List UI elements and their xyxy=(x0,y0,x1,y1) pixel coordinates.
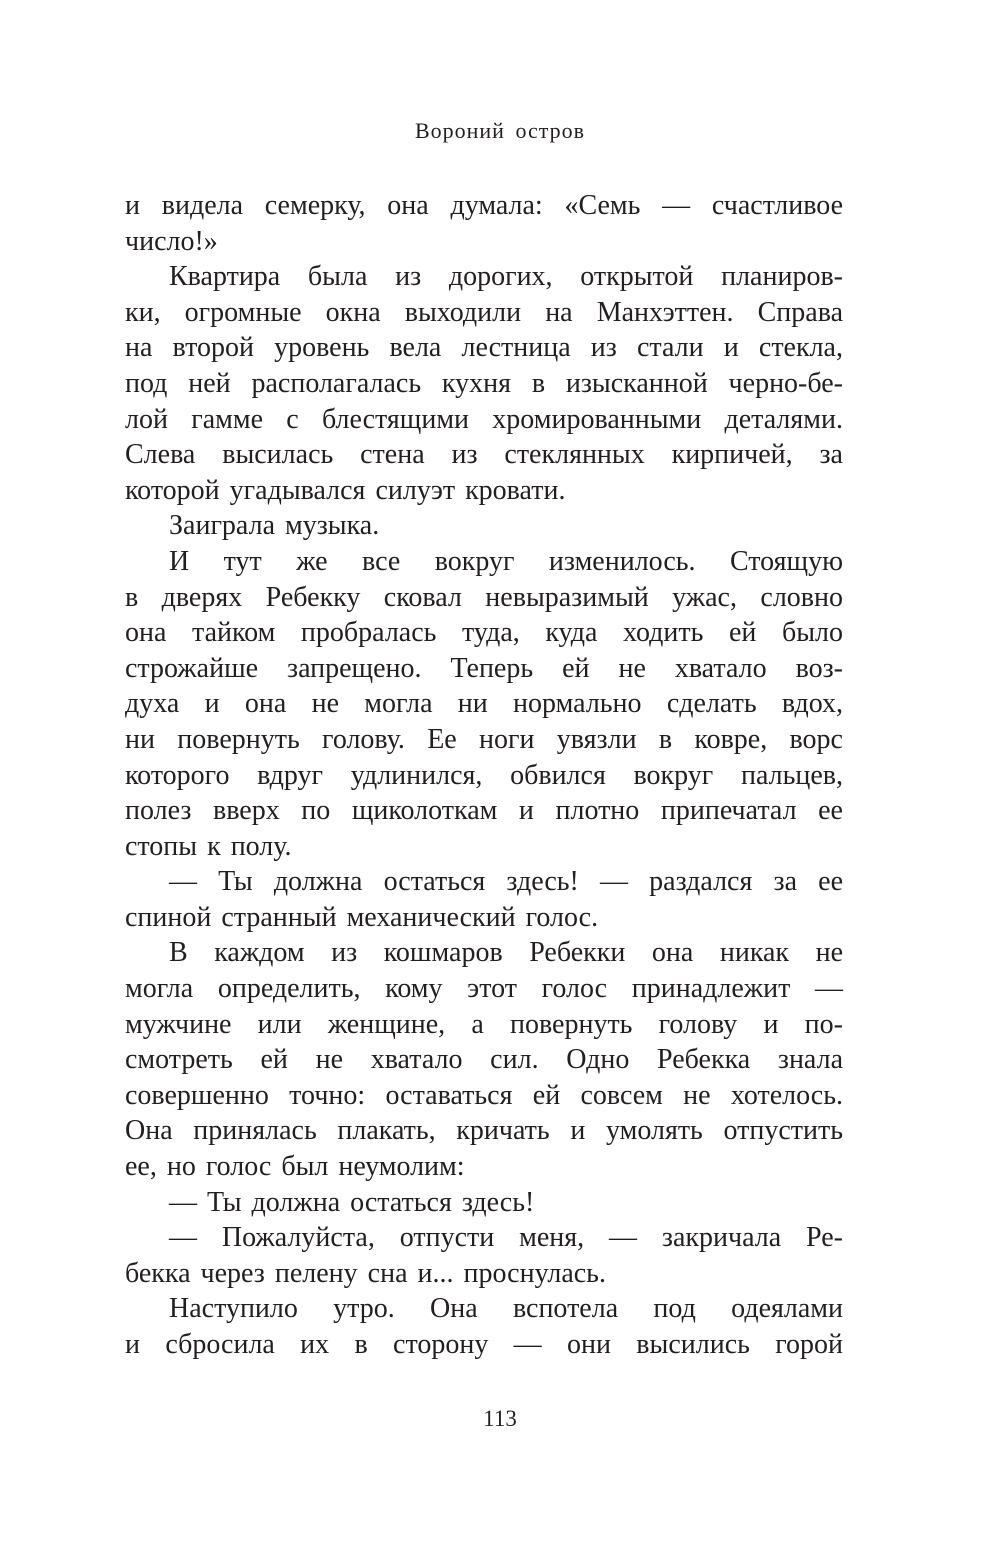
text-line: — Ты должна остаться здесь! xyxy=(169,1186,535,1218)
text-line: Наступило утро. Она вспотела под одеялами xyxy=(169,1293,843,1325)
text-line: которого вдруг удлинился, обвился вокруг пальцев, xyxy=(125,759,843,791)
text-line: И тут же все вокруг изменилось. Стоящую xyxy=(169,545,843,577)
text-line: Заиграла музыка. xyxy=(169,510,380,542)
text-line: могла определить, кому этот голос принадлежит — xyxy=(125,973,843,1005)
text-line: мужчине или женщине, а повернуть голову и по- xyxy=(125,1008,843,1040)
text-line: бекка через пелену сна и... проснулась. xyxy=(125,1257,606,1289)
text-line: она тайком пробралась туда, куда ходить ей было xyxy=(125,617,843,649)
text-line: под ней располагалась кухня в изысканной черно-бе- xyxy=(125,367,843,399)
text-line: совершенно точно: оставаться ей совсем не хотелось. xyxy=(125,1079,843,1111)
text-line: стопы к полу. xyxy=(125,830,292,862)
text-line: ки, огромные окна выходили на Манхэттен. Справа xyxy=(125,296,843,328)
text-line: Слева высилась стена из стеклянных кирпичей, за xyxy=(125,439,843,471)
text-line: спиной странный механический голос. xyxy=(125,901,599,933)
text-line: и видела семерку, она думала: «Семь — счастливое xyxy=(125,190,843,221)
text-line: строжайше запрещено. Теперь ей не хватало воз- xyxy=(125,652,843,684)
text-line: полез вверх по щиколоткам и плотно припечатал ее xyxy=(125,795,843,827)
text-line: В каждом из кошмаров Ребекки она никак не xyxy=(169,937,843,969)
body-text xyxy=(125,188,843,1363)
text-line: — Пожалуйста, отпусти меня, — закричала Ре- xyxy=(169,1222,843,1254)
text-line: — Ты должна остаться здесь! — раздался за ее xyxy=(169,866,843,898)
text-line: смотреть ей не хватало сил. Одно Ребекка знала xyxy=(125,1044,843,1076)
text-line: духа и она не могла ни нормально сделать вдох, xyxy=(125,688,843,720)
running-title: Вороний остров xyxy=(414,118,586,143)
text-line: число!» xyxy=(125,225,218,257)
text-line: лой гамме с блестящими хромированными деталями. xyxy=(125,403,843,435)
page-number: 113 xyxy=(483,1406,517,1431)
text-line: Квартира была из дорогих, открытой планиров- xyxy=(169,261,843,293)
text-line: и сбросила их в сторону — они высились горой xyxy=(125,1329,843,1360)
text-line: ни повернуть голову. Ее ноги увязли в ковре, ворс xyxy=(125,723,843,755)
text-line: в дверях Ребекку сковал невыразимый ужас, словно xyxy=(125,581,843,613)
text-line: ее, но голос был неумолим: xyxy=(125,1151,465,1183)
text-line: Она принялась плакать, кричать и умолять отпустить xyxy=(125,1115,843,1147)
text-line: которой угадывался силуэт кровати. xyxy=(125,474,566,506)
text-line: на второй уровень вела лестница из стали и стекла, xyxy=(125,332,843,364)
